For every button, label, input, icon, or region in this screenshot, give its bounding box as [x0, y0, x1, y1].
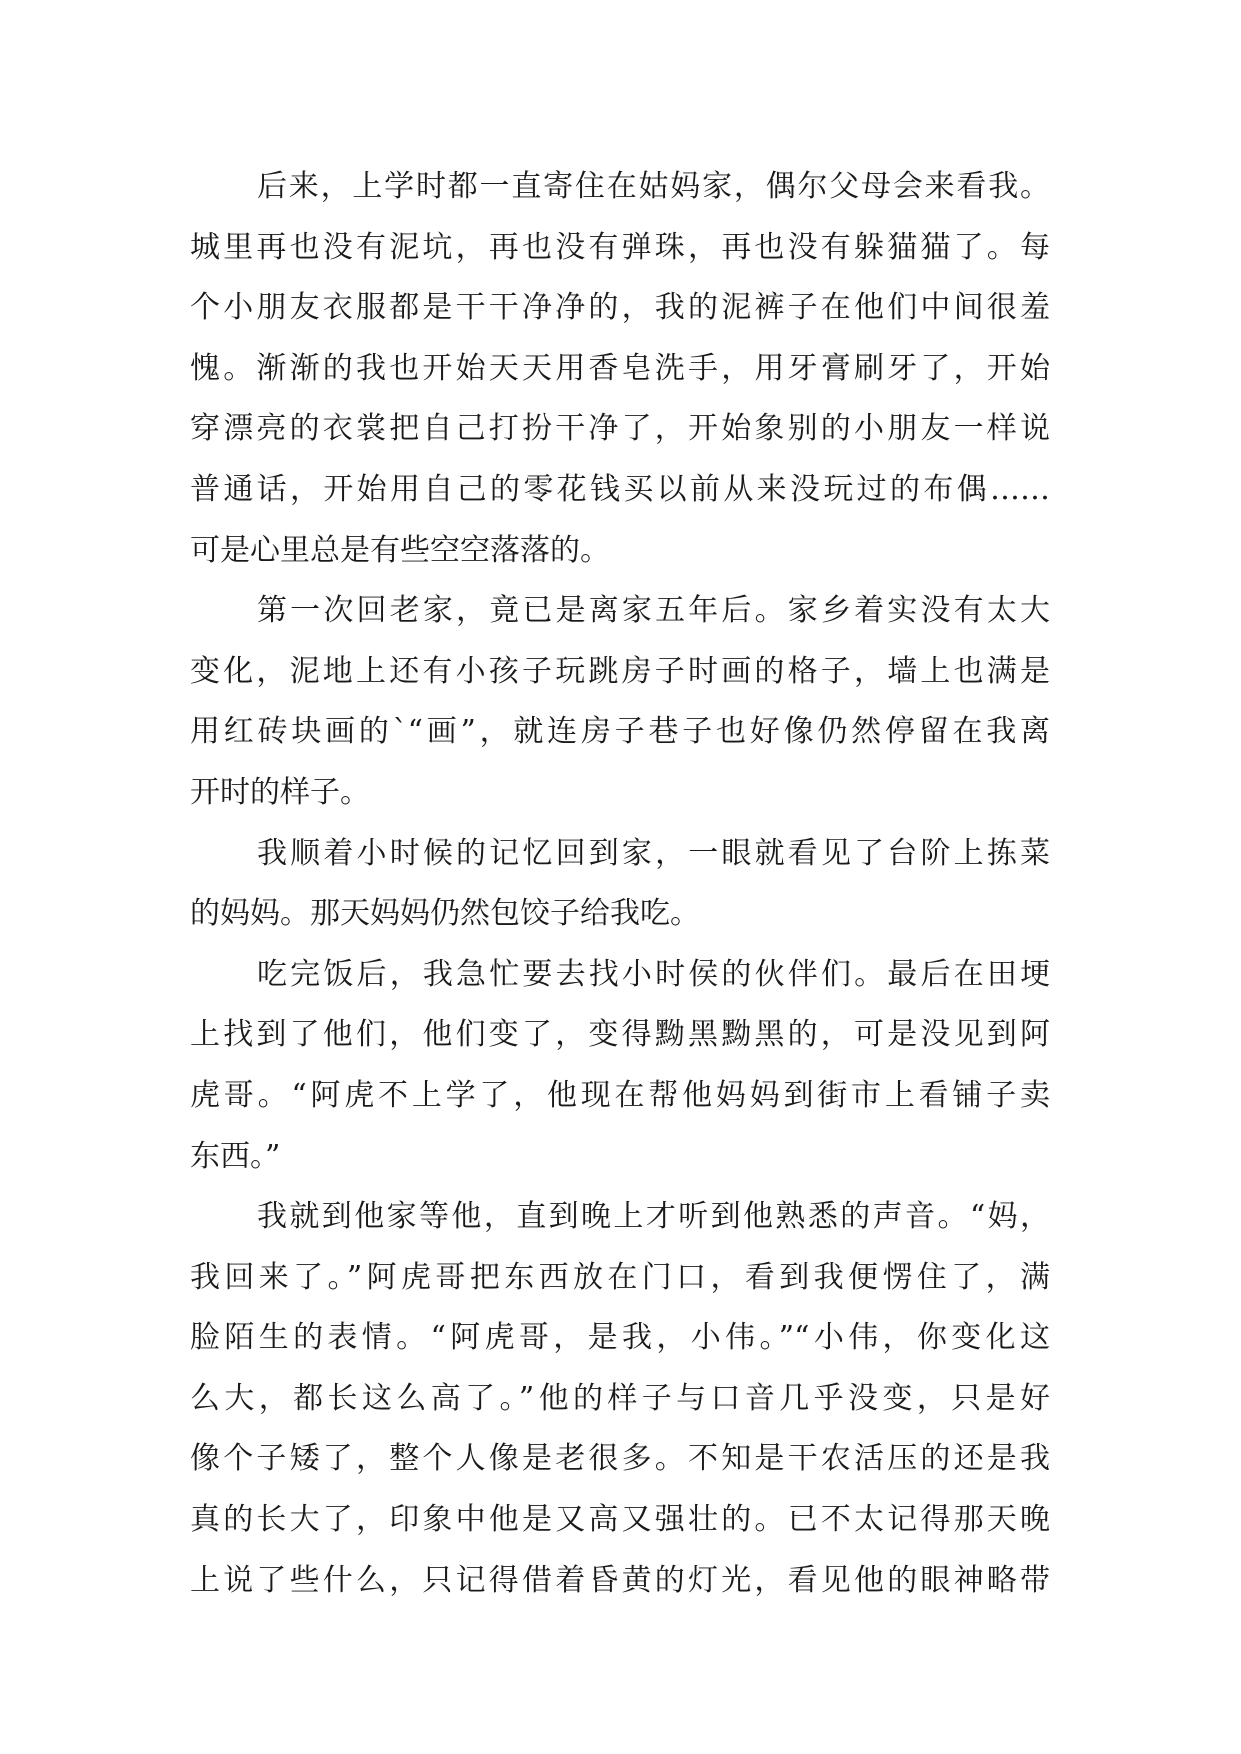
text-line: 个小朋友衣服都是干干净净的，我的泥裤子在他们中间很羞: [190, 290, 1050, 326]
text-line: 愧。渐渐的我也开始天天用香皂洗手，用牙膏刷牙了，开始: [190, 350, 1050, 386]
text-line: 开时的样子。: [190, 774, 370, 810]
text-line: 城里再也没有泥坑，再也没有弹珠，再也没有躲猫猫了。每: [190, 229, 1050, 265]
text-line: 普通话，开始用自己的零花钱买以前从来没玩过的布偶……: [190, 471, 1050, 507]
text-line: 用红砖块画的`“画”，就连房子巷子也好像仍然停留在我离: [190, 714, 1050, 750]
text-line: 东西。”: [190, 1138, 281, 1174]
text-line: 我就到他家等他，直到晚上才听到他熟悉的声音。“妈，: [257, 1199, 1050, 1235]
text-line: 可是心里总是有些空空落落的。: [190, 532, 610, 568]
text-line: 我回来了。”阿虎哥把东西放在门口，看到我便愣住了，满: [190, 1259, 1050, 1295]
text-line: 的妈妈。那天妈妈仍然包饺子给我吃。: [190, 896, 700, 932]
text-line: 真的长大了，印象中他是又高又强壮的。已不太记得那天晚: [190, 1502, 1050, 1538]
body-text: [190, 157, 1050, 1611]
text-line: 第一次回老家，竟已是离家五年后。家乡着实没有太大: [257, 593, 1050, 629]
text-line: 后来，上学时都一直寄住在姑妈家，偶尔父母会来看我。: [257, 169, 1050, 204]
text-line: 吃完饭后，我急忙要去找小时侯的伙伴们。最后在田埂: [257, 956, 1050, 992]
text-line: 我顺着小时候的记忆回到家，一眼就看见了台阶上拣菜: [257, 835, 1050, 871]
text-line: 虎哥。“阿虎不上学了，他现在帮他妈妈到街市上看铺子卖: [190, 1077, 1050, 1113]
text-line: 穿漂亮的衣裳把自己打扮干净了，开始象别的小朋友一样说: [190, 411, 1050, 447]
text-line: 上说了些什么，只记得借着昏黄的灯光，看见他的眼神略带: [190, 1562, 1050, 1598]
text-line: 上找到了他们，他们变了，变得黝黑黝黑的，可是没见到阿: [190, 1017, 1050, 1053]
text-line: 么大，都长这么高了。”他的样子与口音几乎没变，只是好: [190, 1380, 1050, 1416]
text-line: 像个子矮了，整个人像是老很多。不知是干农活压的还是我: [190, 1441, 1050, 1477]
text-line: 变化，泥地上还有小孩子玩跳房子时画的格子，墙上也满是: [190, 653, 1050, 689]
text-line: 脸陌生的表情。“阿虎哥，是我，小伟。”“小伟，你变化这: [190, 1320, 1050, 1356]
